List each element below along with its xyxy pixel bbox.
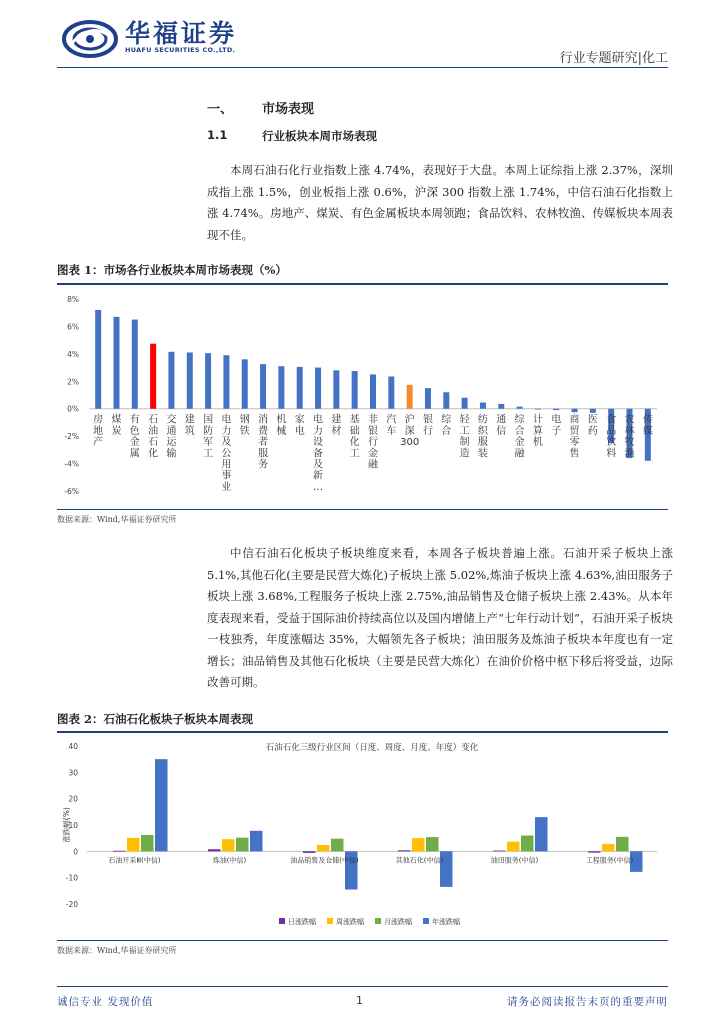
company-name-en: HUAFU SECURITIES CO.,LTD. — [125, 46, 236, 54]
x-tick-label: 汽车 — [386, 414, 397, 437]
x-tick-label: 建筑 — [184, 414, 195, 437]
subsection-number: 1.1 — [207, 128, 228, 142]
bar-月涨跌幅 — [331, 839, 344, 852]
bar-电子 — [553, 409, 559, 410]
bar-周涨跌幅 — [317, 845, 330, 851]
bar-家电 — [297, 367, 303, 409]
figure-2-title: 图表 2：石油石化板块子板块本周表现 — [57, 712, 254, 726]
x-tick-label: 房地产 — [93, 414, 104, 449]
x-tick-label: 石油石化 — [148, 414, 159, 460]
bar-有色金属 — [132, 320, 138, 409]
x-tick-label: 电子 — [551, 414, 562, 437]
x-tick-label: 交通运输 — [166, 414, 177, 460]
legend-label: 年涨跌幅 — [432, 918, 460, 926]
bar-年涨跌幅 — [535, 817, 548, 851]
x-tick-label: 商贸零售 — [569, 414, 580, 460]
bar-综合金融 — [517, 407, 523, 409]
bar-建筑 — [187, 352, 193, 408]
paragraph-2: 中信石油石化板块子板块维度来看，本周各子板块普遍上涨。石油开采子板块上涨 5.1%,其他石化(主要是民营大炼化)子板块上涨 5.02%,炼油子板块上涨 4.63%,油田服务子板块上涨 3.68%,工程服务子板块上涨 2.75%,油品销售及仓储子板块上涨 2.43%。从本年度表现来看，受益于国际油价持续高位以及国内增储上产“七年行动计划”，石油开采子板块一枝独秀，年度涨幅达 35%，大幅领先各子板块；油田服务及炼油子板块本年度也有一定增长；油品销售及其他石化板块（主要是民营大炼化）在油价价格中枢下移后将受益，边际改善可期。 — [207, 546, 673, 689]
section-number: 一、 — [207, 102, 234, 117]
y-tick-label: 10 — [68, 821, 78, 830]
bar-房地产 — [95, 310, 101, 409]
header-divider — [57, 67, 668, 68]
figure-2-bottom-rule — [57, 940, 668, 941]
figure-1-source: 数据来源：Wind,华福证券研究所 — [57, 515, 177, 524]
bar-周涨跌幅 — [222, 839, 235, 851]
footer-divider — [57, 986, 668, 987]
x-tick-label: 综合金融 — [514, 414, 525, 460]
x-tick-label: 钢铁 — [239, 414, 250, 437]
bar-煤炭 — [113, 317, 119, 409]
x-tick-label: 医药 — [587, 414, 598, 437]
bar-日涨跌幅 — [398, 850, 411, 851]
bar-汽车 — [388, 376, 394, 408]
y-tick-label: -4% — [64, 459, 79, 469]
y-axis-label: 涨跌幅(%) — [62, 807, 71, 843]
figure-2-source: 数据来源：Wind,华福证券研究所 — [57, 946, 177, 955]
bar-月涨跌幅 — [521, 836, 534, 852]
y-tick-label: 20 — [68, 794, 78, 804]
category-label: 工程服务(中信) — [585, 856, 634, 865]
bar-非银行金融 — [370, 374, 376, 408]
legend-swatch — [375, 918, 381, 924]
bar-电力设备及新… — [315, 368, 321, 409]
bar-钢铁 — [242, 359, 248, 408]
category-label: 油田服务(中信) — [490, 856, 539, 865]
footer-disclaimer: 请务必阅读报告末页的重要声明 — [507, 996, 668, 1008]
subsection-title: 行业板块本周市场表现 — [262, 129, 377, 143]
bar-日涨跌幅 — [493, 851, 506, 852]
x-tick-label: 食品饮料 — [606, 414, 617, 460]
bar-周涨跌幅 — [507, 842, 520, 852]
legend-swatch — [327, 918, 333, 924]
x-tick-label: 综合 — [441, 414, 452, 437]
y-tick-label: 2% — [67, 377, 79, 387]
x-tick-label: 国防军工 — [203, 414, 214, 460]
bar-消费者服务 — [260, 364, 266, 409]
bar-基础化工 — [352, 371, 358, 409]
company-name-cn: 华福证券 — [125, 19, 238, 48]
category-label: 炼油(中信) — [212, 856, 247, 865]
bar-月涨跌幅 — [141, 835, 154, 851]
y-tick-label: 8% — [67, 295, 79, 304]
bar-周涨跌幅 — [602, 844, 615, 851]
figure-1-top-rule — [57, 283, 668, 285]
bar-机械 — [278, 366, 284, 409]
y-tick-label: -10 — [65, 873, 78, 883]
bar-国防军工 — [205, 353, 211, 409]
y-tick-label: 30 — [68, 768, 78, 778]
y-tick-label: 0 — [73, 847, 78, 857]
legend-swatch — [279, 918, 285, 924]
legend-label: 月涨跌幅 — [384, 918, 412, 926]
y-tick-label: -20 — [65, 900, 78, 909]
y-tick-label: 6% — [67, 322, 79, 332]
bar-日涨跌幅 — [208, 849, 221, 851]
subsector-performance-chart — [57, 736, 668, 938]
bar-交通运输 — [168, 352, 174, 409]
footer-slogan: 诚信专业 发现价值 — [57, 996, 154, 1008]
bar-周涨跌幅 — [412, 838, 425, 851]
x-tick-label: 有色金属 — [129, 414, 140, 460]
page-number: 1 — [356, 994, 363, 1007]
bar-石油石化 — [150, 344, 156, 409]
bar-商贸零售 — [572, 409, 578, 412]
bar-纺织服装 — [480, 403, 486, 409]
section-title: 市场表现 — [262, 102, 315, 117]
x-tick-label: 非银行金融 — [368, 414, 378, 471]
bar-建材 — [333, 370, 339, 408]
x-tick-label: 电力设备及新… — [313, 414, 324, 493]
category-label: 其他石化(中信) — [395, 856, 444, 865]
paragraph-1: 本周石油石化行业指数上涨 4.74%，表现好于大盘。本周上证综指上涨 2.37%，深圳成指上涨 1.5%，创业板指上涨 0.6%，沪深 300 指数上涨 1.74%，中信石油石化指数上涨 4.74%。房地产、煤炭、有色金属板块本周领跑；食品饮料、农林牧渔、传媒板块本周表现不佳。 — [207, 163, 673, 242]
chart-title: 石油石化三级行业区间（日度、周度、月度、年度）变化 — [265, 743, 479, 753]
x-tick-label: 煤炭 — [111, 414, 122, 437]
figure-1-bottom-rule — [57, 509, 668, 510]
y-tick-label: -2% — [64, 432, 79, 442]
x-tick-label: 消费者服务 — [258, 414, 269, 471]
category-label: 油品销售及仓储(中信) — [290, 856, 359, 865]
x-tick-label: 通信 — [496, 414, 507, 437]
category-label: 石油开采Ⅲ(中信) — [108, 856, 161, 865]
x-tick-label: 纺织服装 — [477, 414, 488, 460]
bar-综合 — [443, 392, 449, 408]
y-tick-label: 0% — [67, 404, 79, 414]
bar-沪深300 — [407, 385, 413, 409]
bar-年涨跌幅 — [155, 759, 168, 851]
y-tick-label: 4% — [67, 349, 79, 359]
bar-日涨跌幅 — [588, 851, 601, 852]
legend-label: 周涨跌幅 — [336, 918, 364, 926]
x-tick-label: 电力及公用事业 — [221, 414, 232, 493]
bar-日涨跌幅 — [303, 851, 316, 853]
bar-年涨跌幅 — [250, 831, 263, 852]
x-tick-label: 轻工制造 — [459, 414, 470, 460]
bar-计算机 — [535, 409, 541, 410]
bar-日涨跌幅 — [113, 851, 126, 852]
legend-swatch — [423, 918, 429, 924]
x-tick-label: 建材 — [331, 414, 342, 437]
x-tick-label: 沪深 300 — [400, 414, 420, 449]
bar-轻工制造 — [462, 398, 468, 409]
bar-通信 — [498, 404, 504, 409]
bar-月涨跌幅 — [426, 837, 439, 851]
x-tick-label: 家电 — [294, 414, 305, 437]
legend-label: 日涨跌幅 — [288, 918, 316, 926]
bar-电力及公用事业 — [223, 355, 229, 408]
figure-1-title: 图表 1：市场各行业板块本周市场表现（%） — [57, 263, 287, 277]
x-tick-label: 农林牧渔 — [624, 414, 635, 460]
report-type: 行业专题研究|化工 — [559, 51, 668, 66]
y-tick-label: 40 — [68, 742, 78, 751]
bar-医药 — [590, 409, 596, 413]
figure-2-top-rule — [57, 731, 668, 733]
x-tick-label: 银行 — [422, 414, 433, 437]
bar-月涨跌幅 — [616, 837, 629, 851]
x-tick-label: 传媒 — [642, 414, 653, 437]
bar-银行 — [425, 388, 431, 409]
bar-月涨跌幅 — [236, 838, 249, 852]
x-tick-label: 计算机 — [532, 414, 543, 449]
bar-周涨跌幅 — [127, 838, 140, 851]
x-tick-label: 机械 — [276, 414, 287, 437]
y-tick-label: -6% — [64, 487, 79, 496]
x-tick-label: 基础化工 — [349, 414, 360, 460]
company-logo-icon — [62, 19, 118, 59]
industry-performance-chart — [57, 288, 668, 506]
